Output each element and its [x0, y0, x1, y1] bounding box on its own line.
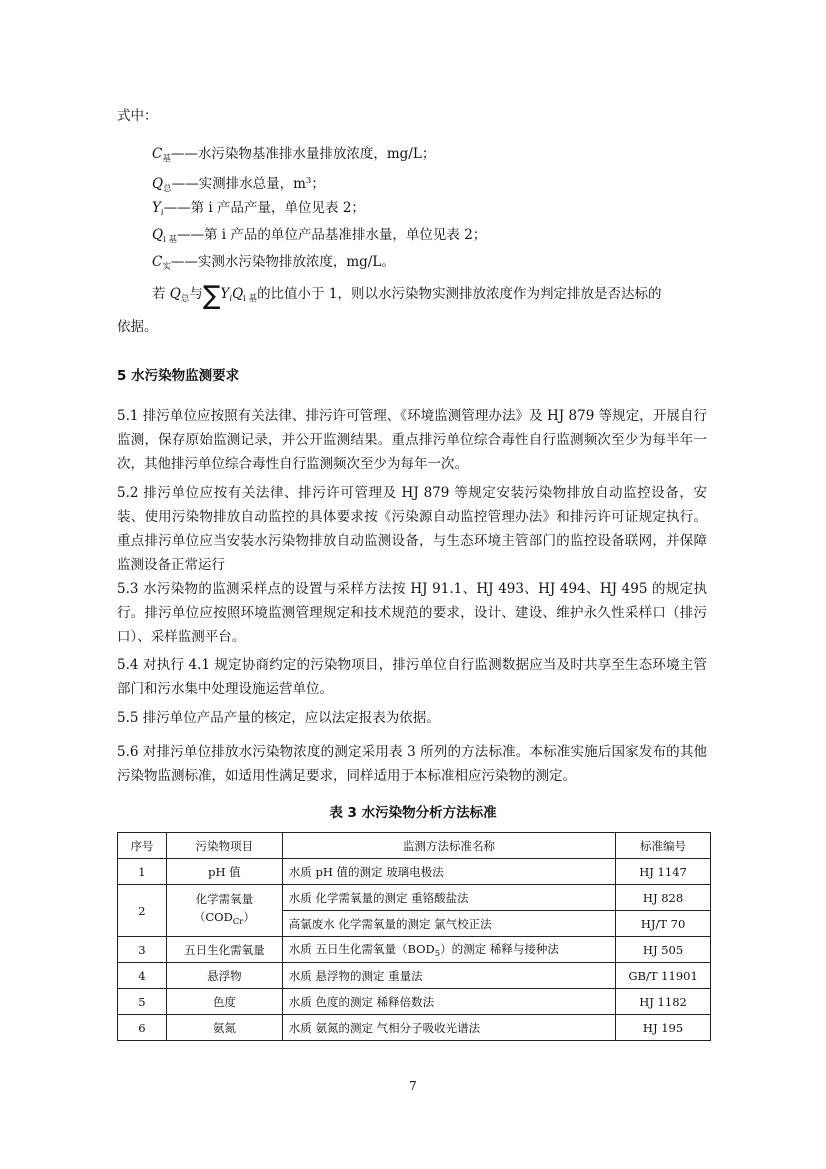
symbol: Q	[152, 227, 164, 243]
ratio-symbol-y: Y	[220, 286, 230, 302]
cell-code: HJ 195	[616, 1015, 711, 1041]
subscript: 基	[162, 154, 171, 164]
cell-no: 2	[118, 885, 167, 937]
ratio-subscript: i	[229, 294, 233, 304]
paragraph-5-3: 5.3 水污染物的监测采样点的设置与采样方法按 HJ 91.1、HJ 493、HJ 494、HJ 495 的规定执行。排污单位应按照环境监测管理规定和技术规范的要求，设计、建设、维护永久性采样口（排污口）、采样监测平台。	[117, 581, 707, 645]
table-row	[118, 885, 711, 911]
method-subscript: 5	[434, 948, 441, 959]
subscript: i 基	[163, 235, 177, 245]
definition-text: ——水污染物基准排水量排放浓度，mg/L；	[170, 146, 436, 162]
ratio-subscript: i 基	[243, 294, 258, 304]
symbol: Q	[152, 176, 164, 192]
item-subscript: Cr	[232, 917, 244, 927]
method-text: 水质 五日生化需氧量（BOD	[288, 941, 435, 956]
cell-no: 3	[118, 937, 167, 963]
paragraph-5-6: 5.6 对排污单位排放水污染物浓度的测定采用表 3 所列的方法标准。本标准实施后国家发布的其他污染物监测标准，如适用性满足要求，同样适用于本标准相应污染物的测定。	[117, 744, 707, 784]
definition-y-i	[152, 198, 365, 223]
table-row	[118, 989, 711, 1015]
ratio-continuation: 依据。	[117, 319, 158, 335]
table-header-row	[118, 833, 711, 859]
paragraph-5-1: 5.1 排污单位应按照有关法律、排污许可管理、《环境监测管理办法》及 HJ 879 等规定，开展自行监测，保存原始监测记录，并公开监测结果。重点排污单位综合毒性自行监测频次至少为每半年一次，其他排污单位综合毒性自行监测频次至少为每年一次。	[117, 408, 707, 472]
subscript: 实	[162, 262, 171, 272]
symbol: C	[152, 254, 163, 270]
item-abbrev-tail: ）	[243, 910, 255, 924]
cell-method	[282, 937, 615, 963]
definition-text: ——实测水污染物排放浓度，mg/L。	[170, 254, 395, 270]
cell-code: GB/T 11901	[616, 963, 711, 989]
header-no: 序号	[118, 833, 167, 859]
cell-item: 色度	[166, 989, 282, 1015]
cell-method: 水质 化学需氧量的测定 重铬酸盐法	[282, 885, 615, 911]
definition-c-measured	[152, 252, 395, 277]
cell-code: HJ 1147	[616, 859, 711, 885]
ratio-text: 的比值小于 1，则以水污染物实测排放浓度作为判定排放是否达标的	[257, 286, 662, 302]
item-line: 化学需氧量	[195, 892, 254, 906]
paragraph-5-2: 5.2 排污单位应按有关法律、排污许可管理及 HJ 879 等规定安装污染物排放自动监控设备，安装、使用污染物排放自动监控的具体要求按《污染源自动监控管理办法》和排污许可证规定执行。重点排污单位应当安装水污染物排放自动监测设备，与生态环境主管部门的监控设备联网，并保障监测设备正常运行	[117, 485, 707, 573]
definition-text: ——第 i 产品的单位产品基准排水量，单位见表 2；	[177, 227, 487, 243]
intro-text: 式中：	[117, 108, 158, 124]
definition-text: ——实测排水总量，m	[171, 176, 306, 192]
subscript: 总	[163, 184, 172, 194]
table-row	[118, 963, 711, 989]
cell-method: 水质 悬浮物的测定 重量法	[282, 963, 615, 989]
cell-code: HJ 1182	[616, 989, 711, 1015]
cell-method: 高氯废水 化学需氧量的测定 氯气校正法	[282, 911, 615, 937]
ratio-symbol-q: Q	[232, 286, 244, 302]
symbol: C	[152, 146, 163, 162]
cell-item	[166, 885, 282, 937]
definition-text: ——第 i 产品产量，单位见表 2；	[163, 200, 365, 216]
table-row	[118, 1015, 711, 1041]
definition-q-total	[152, 171, 325, 199]
sigma-symbol: ∑	[202, 281, 221, 311]
ratio-subscript: 总	[180, 294, 190, 304]
cell-method: 水质 氨氮的测定 气相分子吸收光谱法	[282, 1015, 615, 1041]
table-row	[118, 937, 711, 963]
cell-no: 6	[118, 1015, 167, 1041]
ratio-text: 若	[152, 286, 166, 302]
item-abbrev: （COD	[193, 910, 233, 924]
table-caption: 表 3 水污染物分析方法标准	[329, 805, 497, 821]
cell-method: 水质 pH 值的测定 玻璃电极法	[282, 859, 615, 885]
cell-code: HJ 505	[616, 937, 711, 963]
cell-item: pH 值	[166, 859, 282, 885]
item-line	[171, 908, 278, 931]
paragraph-5-4: 5.4 对执行 4.1 规定协商约定的污染物项目，排污单位自行监测数据应当及时共享至生态环境主管部门和污水集中处理设施运营单位。	[117, 657, 707, 697]
header-item: 污染物项目	[166, 833, 282, 859]
superscript: 3	[305, 176, 312, 186]
cell-code: HJ/T 70	[616, 911, 711, 937]
header-method: 监测方法标准名称	[282, 833, 615, 859]
cell-no: 4	[118, 963, 167, 989]
definition-c-base	[152, 144, 435, 169]
cell-method: 水质 色度的测定 稀释倍数法	[282, 989, 615, 1015]
cell-no: 1	[118, 859, 167, 885]
cell-no: 5	[118, 989, 167, 1015]
section-heading: 5 水污染物监测要求	[117, 368, 240, 384]
ratio-symbol-q: Q	[169, 286, 181, 302]
subscript: i	[160, 208, 164, 218]
definition-q-i-base	[152, 225, 486, 250]
paragraph-5-5: 5.5 排污单位产品产量的核定，应以法定报表为依据。	[117, 710, 440, 726]
ratio-text: 与	[189, 286, 203, 302]
methods-table	[117, 832, 711, 1041]
header-code: 标准编号	[616, 833, 711, 859]
method-text: ）的测定 稀释与接种法	[440, 941, 559, 956]
cell-item: 五日生化需氧量	[166, 937, 282, 963]
ratio-sentence	[152, 281, 662, 311]
page-number: 7	[409, 1079, 417, 1093]
cell-item: 氨氮	[166, 1015, 282, 1041]
symbol: Y	[152, 200, 161, 216]
definition-tail: ；	[311, 176, 325, 192]
cell-item: 悬浮物	[166, 963, 282, 989]
cell-code: HJ 828	[616, 885, 711, 911]
table-row	[118, 859, 711, 885]
